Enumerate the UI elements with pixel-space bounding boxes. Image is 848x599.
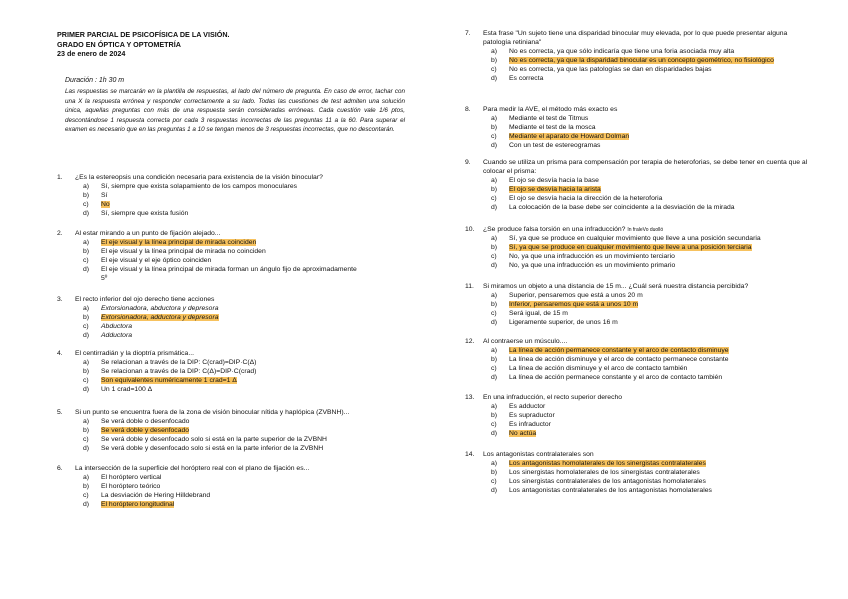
question-number: 11. bbox=[465, 283, 474, 290]
question-number: 9. bbox=[465, 159, 471, 166]
question-number: 1. bbox=[57, 174, 63, 181]
option-a: a) El horóptero vertical bbox=[83, 473, 162, 481]
question-14 bbox=[465, 451, 817, 496]
question-text: Al contraerse un músculo.... bbox=[483, 338, 568, 345]
question-number: 2. bbox=[57, 230, 63, 237]
option-a: a) Se relacionan a través de la DIP: C(crad)=DIP·C(Δ) bbox=[83, 358, 257, 366]
option-a: a) Sí, siempre que exista solapamiento de los campos monoculares bbox=[83, 182, 298, 190]
option-d: d) Es correcta bbox=[491, 74, 544, 82]
question-number: 8. bbox=[465, 106, 471, 113]
option-a: a) Es adductor bbox=[491, 402, 546, 410]
exam-duration: Duración : 1h 30 m bbox=[65, 77, 125, 84]
option-a: a) Extorsionadora, abductora y depresora bbox=[83, 304, 219, 312]
option-c: c) No es correcta, ya que las patologías se dan en disparidades bajas bbox=[491, 65, 712, 73]
question-5 bbox=[57, 409, 409, 454]
question-2 bbox=[57, 230, 409, 283]
question-text: Los antagonistas contralaterales son bbox=[483, 451, 594, 458]
handwritten-note: In fraleVo duolló bbox=[627, 227, 664, 233]
option-b: b) Sí bbox=[83, 191, 108, 199]
option-b-highlighted: b) Extorsionadora, adductora y depresora bbox=[83, 313, 219, 321]
option-b-highlighted: b) No es correcta, ya que la disparidad binocular es un concepto geométrico, no fisiológico bbox=[491, 56, 774, 64]
option-c: c) No, ya que una infraducción es un movimiento terciario bbox=[491, 252, 675, 260]
option-d: d) Adductora bbox=[83, 331, 132, 339]
option-a-highlighted: a) El eje visual y la línea principal de mirada coinciden bbox=[83, 238, 257, 246]
option-d: d) El eje visual y la línea principal de mirada forman un ángulo fijo de aproximadamente 5º bbox=[83, 265, 357, 282]
option-b-highlighted: b) Se verá doble y desenfocado bbox=[83, 426, 190, 434]
option-a: a) Mediante el test de Titmus bbox=[491, 114, 589, 122]
option-b-highlighted: b) Inferior, pensaremos que está a unos 10 m bbox=[491, 300, 639, 308]
question-text: Si miramos un objeto a una distancia de 15 m... ¿Cuál será nuestra distancia percibida? bbox=[483, 283, 749, 290]
option-d: d) Se verá doble y desenfocado solo si está en la parte inferior de la ZVBNH bbox=[83, 444, 324, 452]
question-text: Cuando se utiliza un prisma para compensación por terapia de heteroforias, se debe tener en cuenta que al colocar el prisma: bbox=[483, 159, 808, 175]
option-d: d) Ligeramente superior, de unos 16 m bbox=[491, 318, 618, 326]
question-11 bbox=[465, 283, 817, 328]
option-d: d) Un 1 crad=100 Δ bbox=[83, 385, 153, 393]
option-b-highlighted: b) El ojo se desvía hacia la arista bbox=[491, 185, 601, 193]
question-text: Si un punto se encuentra fuera de la zona de visión binocular nítida y haplópica (ZVBNH)... bbox=[75, 409, 350, 416]
question-number: 3. bbox=[57, 296, 63, 303]
exam-title: PRIMER PARCIAL DE PSICOFÍSICA DE LA VISIÓN. bbox=[57, 30, 230, 39]
exam-header bbox=[57, 30, 230, 59]
option-b: b) El eje visual y la línea principal de mirada no coinciden bbox=[83, 247, 266, 255]
option-c: c) El eje visual y el eje óptico coinciden bbox=[83, 256, 212, 264]
option-a: a) Sí, ya que se produce en cualquier movimiento que lleve a una posición secundaria bbox=[491, 234, 761, 242]
option-a: a) Se verá doble o desenfocado bbox=[83, 417, 190, 425]
option-a-highlighted: a) La línea de acción permanece constante y el arco de contacto disminuye bbox=[491, 346, 729, 354]
question-text: El recto inferior del ojo derecho tiene acciones bbox=[75, 296, 215, 303]
option-c: c) Es infraductor bbox=[491, 420, 551, 428]
option-c: c) El ojo se desvía hacia la dirección de la heteroforia bbox=[491, 194, 663, 202]
question-8 bbox=[465, 106, 817, 151]
exam-instructions: Las respuestas se marcarán en la plantilla de respuestas, al lado del número de pregunta. En caso de error, tachar con una X la respuesta errónea y responder correctamente a su lado. Todas las cuestiones de test admiten una solución única, aquellas preguntas con más de una respuesta serán consideradas erróneas. Cada cuestión vale 1/6 ptos, descontándose 1 respuesta correcta por cada 3 respuestas incorrectas de las preguntas 11 a la 60. Para superar el examen es necesario que en las preguntas 1 a 10 se tengan menos de 3 respuestas incorrectas, que no descontarán. bbox=[65, 88, 405, 134]
question-9 bbox=[465, 159, 817, 212]
question-number: 4. bbox=[57, 350, 63, 357]
option-b-highlighted: b) Sí, ya que se produce en cualquier movimiento que lleve a una posición terciaria bbox=[491, 243, 752, 251]
question-number: 10. bbox=[465, 226, 475, 233]
option-b: b) Los sinergistas homolaterales de los sinergistas contralaterales bbox=[491, 468, 700, 476]
question-number: 13. bbox=[465, 394, 475, 401]
exam-date: 23 de enero de 2024 bbox=[57, 49, 126, 59]
option-d-highlighted: d) No actúa bbox=[491, 429, 537, 437]
question-text: Para medir la AVE, el método más exacto es bbox=[483, 106, 618, 113]
option-d-highlighted: d) El horóptero longitudinal bbox=[83, 500, 175, 508]
option-b: b) Se relacionan a través de la DIP: C(Δ)=DIP·C(crad) bbox=[83, 367, 257, 375]
option-c-highlighted: c) Mediante el aparato de Howard Dolman bbox=[491, 132, 630, 140]
question-text: La intersección de la superficie del horóptero real con el plano de fijación es... bbox=[75, 465, 310, 472]
exam-degree: GRADO EN ÓPTICA Y OPTOMETRÍA bbox=[57, 39, 181, 49]
question-number: 5. bbox=[57, 409, 63, 416]
question-number: 6. bbox=[57, 465, 63, 472]
option-b: b) Mediante el test de la mosca bbox=[491, 123, 596, 131]
question-3 bbox=[57, 296, 409, 341]
option-d: d) No, ya que una infraducción es un movimiento primario bbox=[491, 261, 676, 269]
option-d: d) Sí, siempre que exista fusión bbox=[83, 209, 189, 217]
option-d: d) La colocación de la base debe ser coincidente a la desviación de la mirada bbox=[491, 203, 735, 211]
option-b: b) La línea de acción disminuye y el arco de contacto permanece constante bbox=[491, 355, 729, 363]
question-text: El centirradián y la dioptría prismática... bbox=[75, 350, 194, 357]
question-1 bbox=[57, 174, 409, 219]
question-text: ¿Es la estereopsis una condición necesaria para existencia de la visión binocular? bbox=[75, 174, 323, 181]
option-a: a) Superior, pensaremos que está a unos 20 m bbox=[491, 291, 643, 299]
option-c-highlighted: c) No bbox=[83, 200, 110, 208]
option-d: d) Los antagonistas contralaterales de los antagonistas homolaterales bbox=[491, 486, 712, 494]
question-6 bbox=[57, 465, 409, 510]
option-c: c) Se verá doble y desenfocado solo si está en la parte superior de la ZVBNH bbox=[83, 435, 327, 443]
question-12 bbox=[465, 338, 817, 383]
question-7 bbox=[465, 30, 817, 83]
question-4 bbox=[57, 350, 409, 395]
option-c: c) La desviación de Hering Hilldebrand bbox=[83, 491, 211, 499]
option-c: c) Abductora bbox=[83, 322, 132, 330]
option-a-highlighted: a) Los antagonistas homolaterales de los sinergistas contralaterales bbox=[491, 459, 706, 467]
option-c-highlighted: c) Son equivalentes numéricamente 1 crad=1 Δ bbox=[83, 376, 237, 384]
question-number: 14. bbox=[465, 451, 475, 458]
question-text: En una infraducción, el recto superior derecho bbox=[483, 394, 623, 401]
option-b: b) El horóptero teórico bbox=[83, 482, 161, 490]
question-text: ¿Se produce falsa torsión en una infraducción? bbox=[483, 226, 626, 233]
option-c: c) Los sinergistas contralaterales de los antagonistas homolaterales bbox=[491, 477, 706, 485]
question-10 bbox=[465, 226, 817, 271]
question-text: Esta frase "Un sujeto tiene una disparidad binocular muy elevada, por lo que puede presentar alguna patología retiniana" bbox=[483, 30, 788, 46]
option-b: b) Es supraductor bbox=[491, 411, 555, 419]
option-d: d) La línea de acción permanece constante y el arco de contacto también bbox=[491, 373, 723, 381]
option-c: c) La línea de acción disminuye y el arco de contacto también bbox=[491, 364, 688, 372]
option-a: a) No es correcta, ya que sólo indicaría que tiene una foria asociada muy alta bbox=[491, 47, 735, 55]
question-number: 7. bbox=[465, 30, 471, 37]
question-text: Al estar mirando a un punto de fijación alejado... bbox=[75, 230, 221, 237]
question-13 bbox=[465, 394, 817, 439]
question-number: 12. bbox=[465, 338, 475, 345]
option-c: c) Será igual, de 15 m bbox=[491, 309, 568, 317]
option-d: d) Con un test de estereogramas bbox=[491, 141, 601, 149]
option-a: a) El ojo se desvía hacia la base bbox=[491, 176, 599, 184]
